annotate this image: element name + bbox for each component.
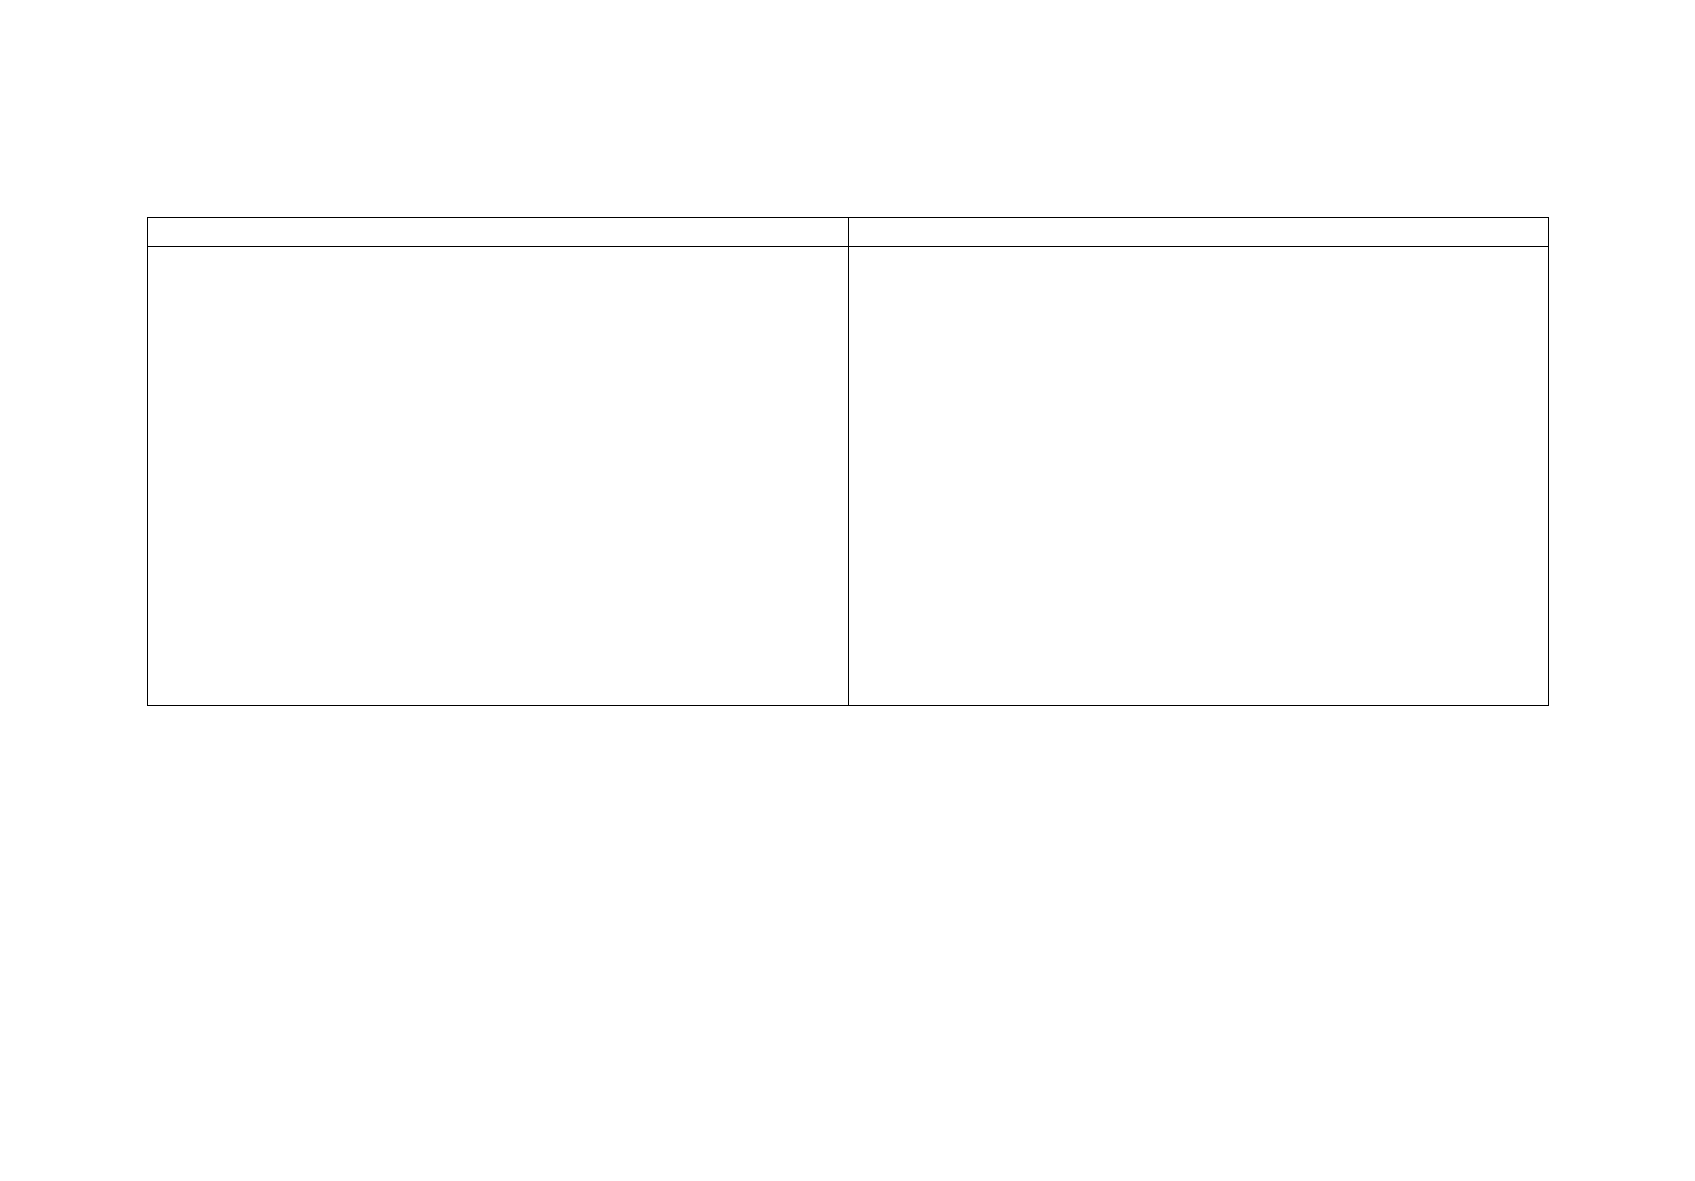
old-clause-line xyxy=(849,333,1548,362)
clause-1-line xyxy=(148,333,848,362)
new-provision-marker xyxy=(849,505,1548,534)
blank-space xyxy=(849,419,1548,505)
old-clause-line xyxy=(849,361,1548,390)
clause-2-line xyxy=(148,562,848,591)
clause-1-line xyxy=(148,304,848,333)
section-heading xyxy=(148,247,848,276)
clause-2-line xyxy=(148,647,848,676)
item-heading xyxy=(849,276,1548,305)
clause-1-line xyxy=(148,447,848,476)
clause-1-line xyxy=(148,476,848,505)
old-clause-line xyxy=(849,390,1548,419)
header-before-revision xyxy=(849,218,1549,247)
old-clause-line xyxy=(849,304,1548,333)
comparison-table xyxy=(147,217,1549,706)
clause-2-line xyxy=(148,619,848,648)
item-heading xyxy=(148,276,848,305)
section-heading xyxy=(849,247,1548,276)
clause-2-line xyxy=(148,590,848,619)
header-after-revision xyxy=(148,218,849,247)
clause-2-line xyxy=(148,676,848,705)
clause-1-line xyxy=(148,390,848,419)
after-revision-cell xyxy=(148,247,849,706)
clause-2-line xyxy=(148,533,848,562)
clause-1-line xyxy=(148,361,848,390)
before-revision-cell xyxy=(849,247,1549,706)
clause-1-line xyxy=(148,419,848,448)
clause-2-line xyxy=(148,504,848,533)
